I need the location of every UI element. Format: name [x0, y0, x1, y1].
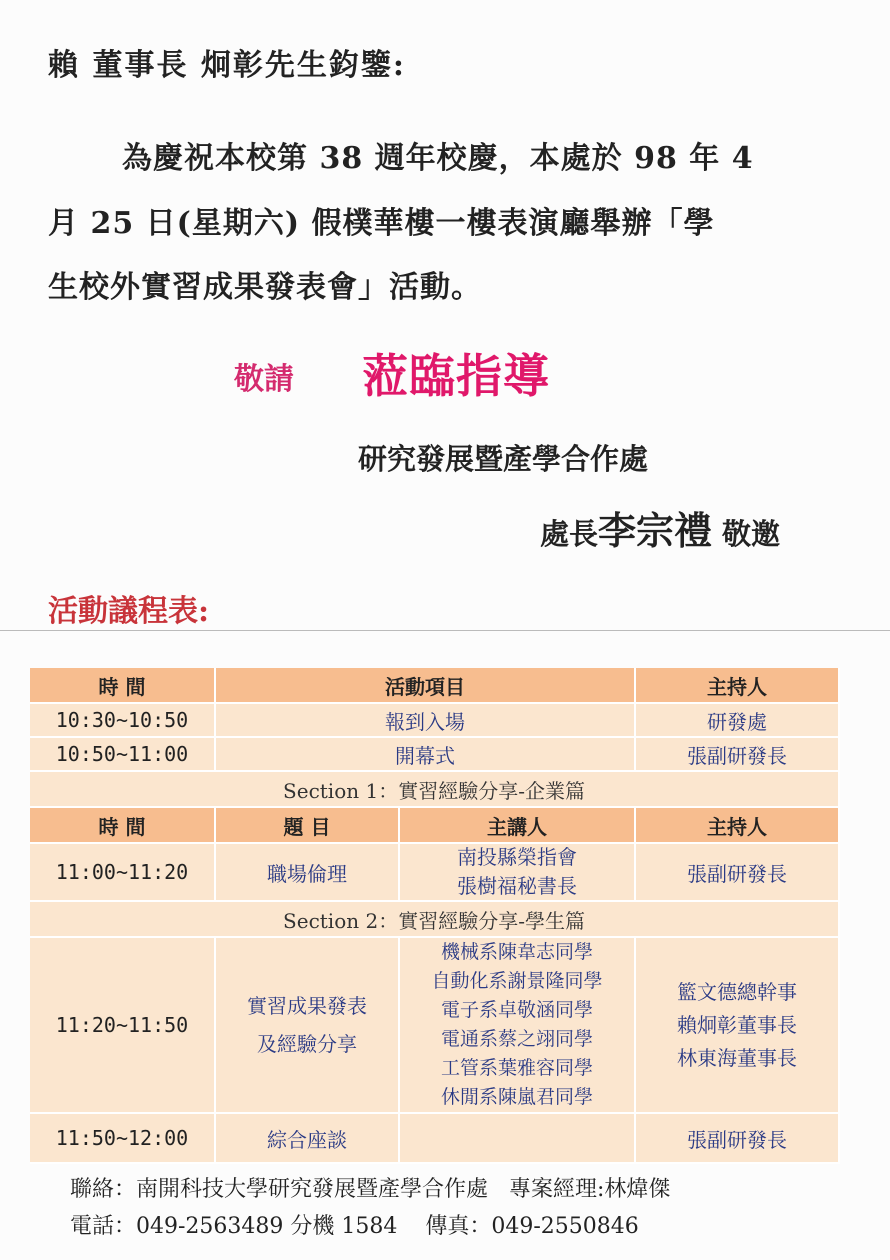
row-speaker	[400, 1114, 636, 1164]
header-time: 時 間	[30, 668, 216, 704]
speaker-line: 電子系卓敬涵同學	[440, 999, 593, 1021]
section-1-heading: Section 1：實習經驗分享-企業篇	[30, 772, 840, 808]
row-speakers	[400, 938, 636, 1114]
header-host: 主持人	[636, 808, 840, 844]
row-activity: 開幕式	[216, 738, 636, 772]
speaker-line: 工管系葉雅容同學	[440, 1057, 593, 1079]
row-topic: 綜合座談	[216, 1114, 400, 1164]
invite-attend: 蒞臨指導	[362, 349, 550, 403]
row-time: 10:50~11:00	[30, 738, 216, 772]
speaker-line: 機械系陳韋志同學	[440, 941, 593, 963]
row-topic	[216, 938, 400, 1114]
host-line: 賴炯彰董事長	[677, 1012, 797, 1037]
header-time: 時 間	[30, 808, 216, 844]
speaker-line: 休閒系陳嵐君同學	[440, 1086, 593, 1108]
contact-line: 聯絡：南開科技大學研究發展暨產學合作處 專案經理:林煒傑	[70, 1177, 671, 1202]
salutation: 賴 董事長 炯彰先生鈞鑒:	[48, 48, 406, 83]
row-speakers	[400, 844, 636, 902]
signer-closing: 敬邀	[722, 517, 781, 551]
speaker-line: 電通系蔡之翊同學	[440, 1028, 593, 1050]
row-time: 11:00~11:20	[30, 844, 216, 902]
agenda-table	[30, 668, 840, 1164]
row-host: 研發處	[636, 704, 840, 738]
topic-line: 實習成果發表	[247, 994, 367, 1018]
row-time: 11:50~12:00	[30, 1114, 216, 1164]
signer-title: 處長	[540, 517, 599, 551]
row-topic: 職場倫理	[216, 844, 400, 902]
row-activity: 報到入場	[216, 704, 636, 738]
row-host: 張副研發長	[636, 738, 840, 772]
row-hosts	[636, 938, 840, 1114]
page-divider	[0, 630, 890, 631]
row-time: 10:30~10:50	[30, 704, 216, 738]
agenda-title: 活動議程表:	[48, 594, 210, 629]
speaker-line: 自動化系謝景隆同學	[431, 970, 603, 992]
header-speaker: 主講人	[400, 808, 636, 844]
section-2-heading: Section 2：實習經驗分享-學生篇	[30, 902, 840, 938]
signature-line	[540, 500, 780, 555]
letter-line-2: 月 25 日(星期六) 假樸華樓一樓表演廳舉辦「學	[48, 206, 715, 241]
organizer-name: 研究發展暨產學合作處	[358, 442, 649, 476]
letter-line-1: 為慶祝本校第 38 週年校慶，本處於 98 年 4	[122, 141, 754, 176]
phone-line: 電話：049-2563489 分機 1584 傳真：049-2550846	[70, 1214, 639, 1239]
row-time: 11:20~11:50	[30, 938, 216, 1114]
host-line: 林東海董事長	[677, 1045, 797, 1070]
header-topic: 題 目	[216, 808, 400, 844]
header-host: 主持人	[636, 668, 840, 704]
speaker-line: 南投縣榮指會	[457, 845, 577, 869]
header-activity: 活動項目	[216, 668, 636, 704]
row-host: 張副研發長	[636, 844, 840, 902]
signer-name: 李宗禮	[598, 508, 713, 553]
letter-line-3: 生校外實習成果發表會」活動。	[48, 270, 482, 305]
row-host: 張副研發長	[636, 1114, 840, 1164]
invite-please: 敬請	[234, 362, 294, 397]
speaker-line: 張樹福秘書長	[457, 874, 577, 898]
host-line: 籃文德總幹事	[677, 979, 797, 1004]
topic-line: 及經驗分享	[257, 1032, 357, 1056]
